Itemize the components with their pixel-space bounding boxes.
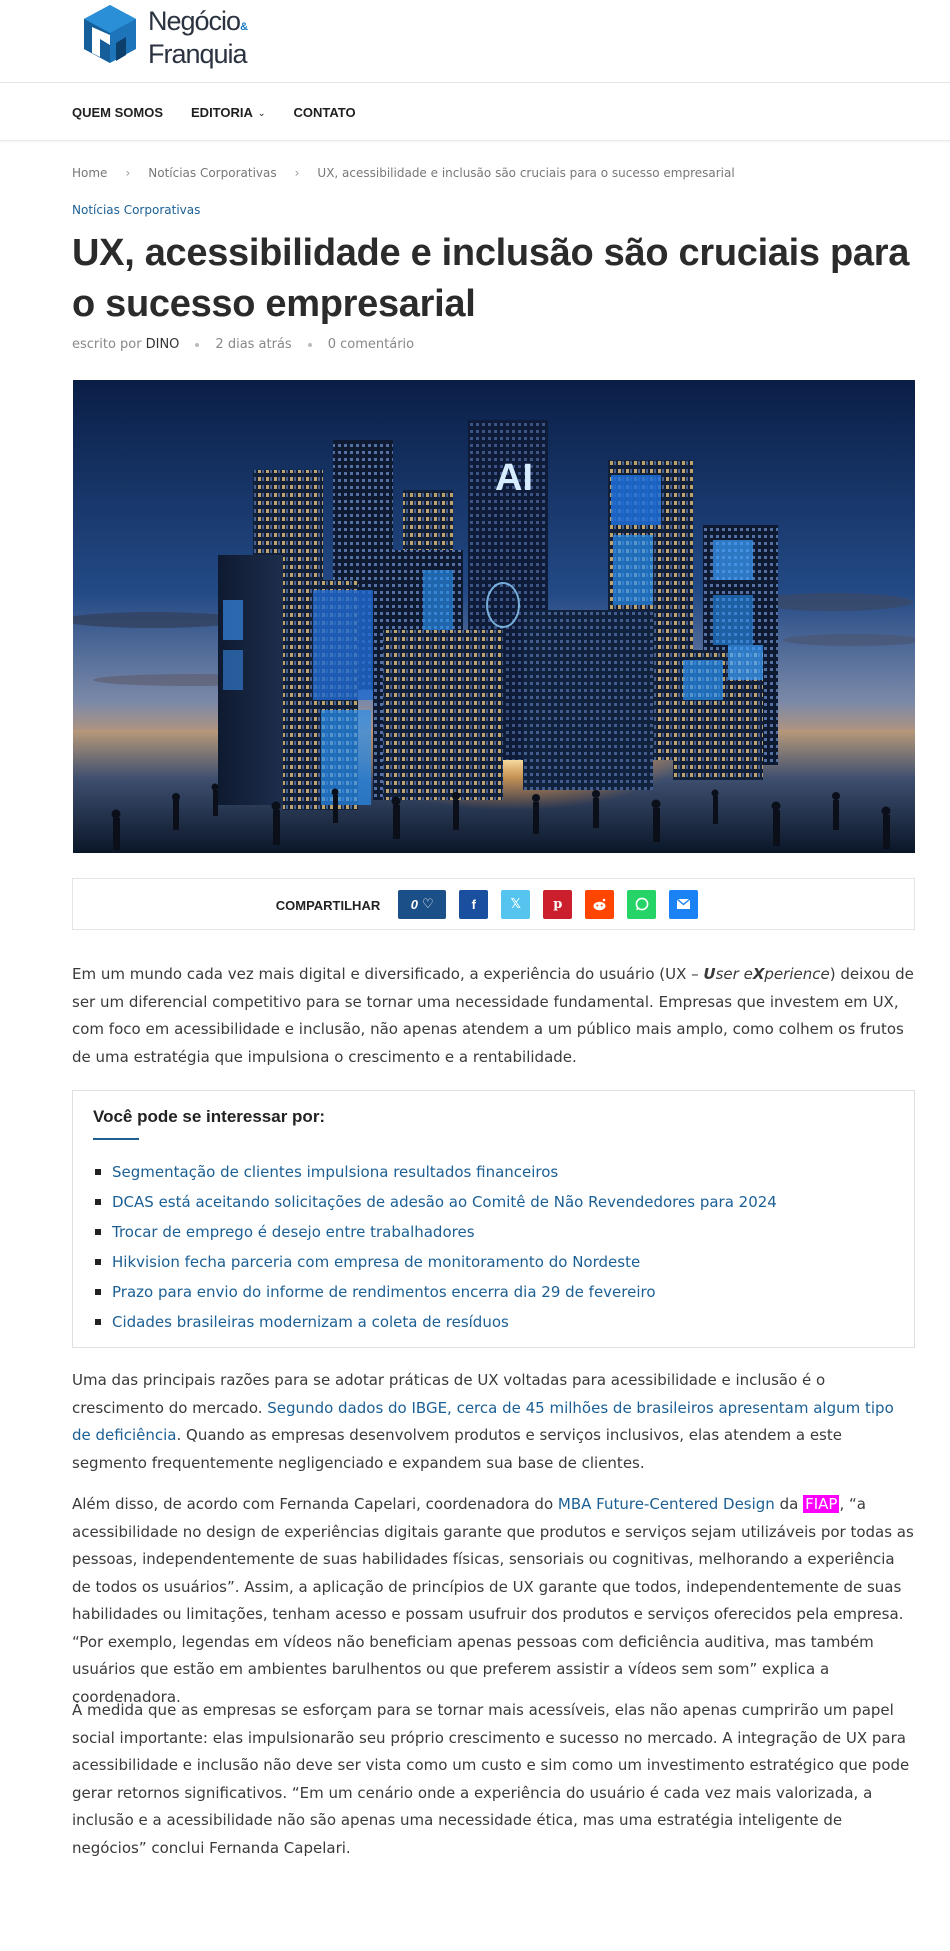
meta-separator	[308, 343, 312, 347]
ibge-link[interactable]: Segundo dados do IBGE, cerca de 45 milhões de brasileiros apresentam algum tipo de deficiência	[72, 1398, 894, 1444]
bullet-icon	[95, 1199, 101, 1205]
nav-item-editoria[interactable]: EDITORIA ⌄	[191, 104, 266, 120]
related-item[interactable]: DCAS está aceitando solicitações de adesão ao Comitê de Não Revendedores para 2024	[95, 1187, 777, 1217]
like-count: 0	[410, 896, 419, 912]
facebook-icon: f	[471, 896, 476, 912]
pinterest-icon: p	[553, 896, 563, 912]
article-paragraph-4: À medida que as empresas se esforçam para se tornar mais acessíveis, elas não apenas cumprirão um papel social importante: elas impulsionarão seu próprio crescimento e sucesso no mercado. A integração de UX para acessibilidade e inclusão não deve ser vista como um custo e sim como um investimento estratégico que pode gerar retornos significativos. “Em um cenário onde a experiência do usuário é cada vez mais valorizada, a inclusão e a acessibilidade não são apenas uma necessidade ética, mas uma estratégia inteligente de negócios” conclui Fernanda Capelari.	[72, 1701, 910, 1857]
nav-item-contato[interactable]: CONTATO	[293, 104, 356, 120]
reddit-icon	[592, 898, 607, 911]
publish-time: 2 dias atrás	[215, 337, 292, 352]
main-navigation	[0, 83, 950, 141]
related-item[interactable]: Cidades brasileiras modernizam a coleta de resíduos	[95, 1307, 777, 1337]
logo-wordmark: Negócio& Franquia	[148, 6, 249, 69]
related-list	[95, 1157, 777, 1337]
related-item[interactable]: Hikvision fecha parceria com empresa de monitoramento do Nordeste	[95, 1247, 777, 1277]
related-item[interactable]: Prazo para envio do informe de rendimentos encerra dia 29 de fevereiro	[95, 1277, 777, 1307]
bullet-icon	[95, 1169, 101, 1175]
chevron-right-icon: ›	[294, 166, 300, 180]
related-item[interactable]: Trocar de emprego é desejo entre trabalhadores	[95, 1217, 777, 1247]
breadcrumb	[72, 166, 735, 180]
share-twitter-button[interactable]	[501, 890, 530, 919]
breadcrumb-home[interactable]: Home	[72, 166, 108, 180]
email-icon	[677, 899, 690, 909]
author-link[interactable]: DINO	[145, 337, 180, 352]
fiap-highlight: FIAP	[805, 1495, 838, 1513]
related-articles-box	[72, 1090, 915, 1348]
article-meta	[72, 337, 414, 352]
share-whatsapp-button[interactable]	[627, 890, 656, 919]
bullet-icon	[95, 1289, 101, 1295]
article-title: UX, acessibilidade e inclusão são cruciais para o sucesso empresarial	[72, 232, 910, 325]
bullet-icon	[95, 1229, 101, 1235]
breadcrumb-section[interactable]: Notícias Corporativas	[148, 166, 277, 180]
like-button[interactable]	[398, 890, 446, 919]
share-bar	[72, 878, 915, 930]
share-label: COMPARTILHAR	[275, 897, 381, 913]
site-header	[0, 0, 950, 83]
mba-link[interactable]: MBA Future-Centered Design	[557, 1495, 775, 1513]
site-logo[interactable]	[80, 2, 255, 74]
article-paragraph-2: Uma das principais razões para se adotar práticas de UX voltadas para acessibilidade e inclusão é o crescimento do mercado. Segundo dados do IBGE, cerca de 45 milhões de brasileiros apresentam algum tipo de deficiência. Quando as empresas desenvolvem produtos e serviços inclusivos, elas atendem a este segmento frequentemente negligenciado e expandem sua base de clientes.	[72, 1371, 894, 1472]
comments-link[interactable]: 0 comentário	[327, 337, 415, 352]
share-reddit-button[interactable]	[585, 890, 614, 919]
share-pinterest-button[interactable]	[543, 890, 572, 919]
chevron-down-icon: ⌄	[257, 107, 266, 118]
author-prefix: escrito por	[72, 337, 142, 352]
article-category-link[interactable]: Notícias Corporativas	[72, 203, 201, 217]
whatsapp-icon	[635, 897, 649, 911]
related-title: Você pode se interessar por:	[93, 1107, 326, 1126]
heart-icon: ♡	[422, 896, 434, 911]
share-email-button[interactable]	[669, 890, 698, 919]
meta-separator	[195, 343, 199, 347]
x-twitter-icon: 𝕏	[510, 896, 521, 911]
logo-cube-icon	[80, 3, 140, 73]
breadcrumb-current: UX, acessibilidade e inclusão são cruciais para o sucesso empresarial	[317, 166, 735, 180]
article-paragraph-1: Em um mundo cada vez mais digital e diversificado, a experiência do usuário (UX – User eXperience) deixou de ser um diferencial competitivo para se tornar uma necessidade fundamental. Empresas que investem em UX, com foco em acessibilidade e inclusão, não apenas atendem a um público mais amplo, como colhem os frutos de uma estratégia que impulsiona o crescimento e a rentabilidade.	[72, 965, 914, 1066]
article-paragraph-3: Além disso, de acordo com Fernanda Capelari, coordenadora do MBA Future-Centered Design da FIAP , “a acessibilidade no design de experiências digitais garante que produtos e serviços sejam utilizáveis por todas as pessoas, independentemente de suas habilidades físicas, sensoriais ou cognitivas, melhorando a experiência de todos os usuários”. Assim, a aplicação de princípios de UX garante que todos, independentemente de suas habilidades ou limitações, tenham acesso e possam usufruir dos produtos e serviços oferecidos pela empresa. “Por exemplo, legendas em vídeos não beneficiam apenas pessoas com deficiência auditiva, mas também usuários que estão em ambientes barulhentos ou que preferem assistir a vídeos sem som” explica a coordenadora.	[72, 1495, 914, 1706]
related-title-underline	[93, 1138, 139, 1140]
chevron-right-icon: ›	[125, 166, 131, 180]
bullet-icon	[95, 1259, 101, 1265]
hero-ai-sign: AI	[495, 457, 533, 499]
article-hero-image	[73, 380, 915, 853]
bullet-icon	[95, 1319, 101, 1325]
share-facebook-button[interactable]	[459, 890, 488, 919]
related-item[interactable]: Segmentação de clientes impulsiona resultados financeiros	[95, 1157, 777, 1187]
nav-item-quem-somos[interactable]: QUEM SOMOS	[72, 104, 164, 120]
